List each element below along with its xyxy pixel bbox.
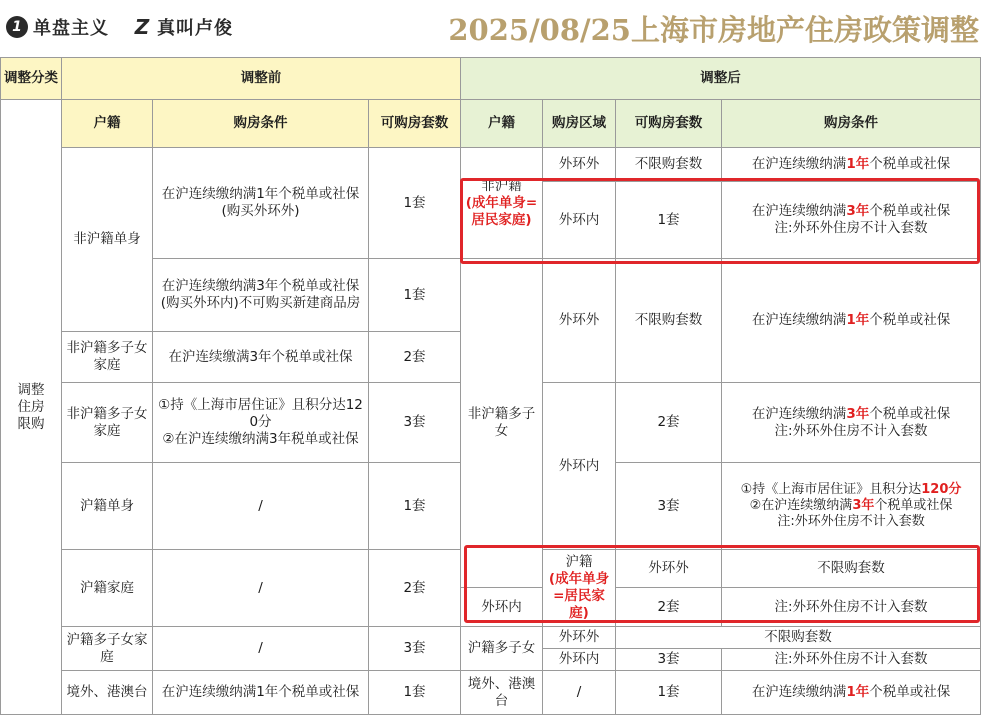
cond-text: ②在沪连续缴纳满: [749, 498, 853, 513]
brand-danpanzhuyi: [6, 12, 109, 42]
after-hukou-note: (成年单身=居民家庭): [548, 571, 610, 621]
cond-text: 个税单或社保: [869, 405, 951, 422]
brand-name: 单盘主义: [33, 18, 109, 39]
before-condition-cell: /: [153, 627, 369, 671]
before-quantity-cell: 3套: [369, 383, 461, 463]
header-category: 调整分类: [1, 58, 62, 100]
col-before-condition: 购房条件: [153, 100, 369, 148]
after-quantity-cell: 2套: [616, 588, 722, 627]
cond-highlight: 3年: [846, 405, 870, 422]
cond-highlight: 3年: [852, 498, 875, 513]
after-quantity-cell: 不限购套数: [616, 148, 722, 182]
cond-text: ①持《上海市居住证》且积分达: [740, 482, 922, 497]
before-condition-cell: 在沪连续缴纳满1年个税单或社保: [153, 671, 369, 715]
before-quantity-cell: 3套: [369, 627, 461, 671]
before-quantity-cell: 1套: [369, 148, 461, 259]
cond-text: 在沪连续缴纳满: [751, 203, 847, 219]
after-condition-cell: [722, 463, 981, 550]
brand-name-2: 真叫卢俊: [157, 18, 233, 39]
after-hukou-cell: 境外、港澳台: [461, 671, 543, 715]
cond-highlight: 1年: [846, 156, 870, 172]
cond-text: 在沪连续缴纳满: [751, 312, 847, 328]
header-before: 调整前: [62, 58, 461, 100]
after-quantity-cell: 不限购套数: [616, 259, 722, 383]
after-area-cell: 外环外: [543, 148, 616, 182]
after-quantity-condition-cell: 不限购套数: [722, 550, 981, 588]
after-hukou-text: 沪籍: [565, 554, 593, 570]
category-cell: [1, 100, 62, 715]
after-area-cell: 外环外: [543, 627, 616, 649]
after-condition-cell: [722, 383, 981, 463]
after-condition-cell: [722, 259, 981, 383]
cond-text: 在沪连续缴纳满: [751, 405, 847, 422]
before-hukou-cell: 非沪籍多子女家庭: [62, 383, 153, 463]
col-after-condition: 购房条件: [722, 100, 981, 148]
before-condition-cell: 在沪连续缴纳满1年个税单或社保(购买外环外): [153, 148, 369, 259]
after-quantity-cell: 1套: [616, 671, 722, 715]
col-before-quantity: 可购房套数: [369, 100, 461, 148]
before-hukou-cell: 境外、港澳台: [62, 671, 153, 715]
before-hukou-cell: 沪籍多子女家庭: [62, 627, 153, 671]
brand-number-icon: 1: [6, 16, 28, 38]
after-hukou-cell: [543, 550, 616, 627]
after-hukou-note: (成年单身=居民家庭): [465, 194, 538, 228]
before-quantity-cell: 2套: [369, 332, 461, 383]
after-quantity-cell: 3套: [616, 649, 722, 671]
before-condition-cell: 在沪连续缴满3年个税单或社保: [153, 332, 369, 383]
after-hukou-text: 非沪籍: [481, 177, 522, 194]
before-condition-cell: /: [153, 463, 369, 550]
cond-text: 在沪连续缴纳满: [751, 156, 847, 172]
cond-text: 在沪连续缴纳满: [751, 684, 847, 700]
page-header: [0, 0, 987, 58]
col-after-hukou: 户籍: [461, 100, 543, 148]
before-hukou-cell: 沪籍家庭: [62, 550, 153, 627]
col-before-hukou: 户籍: [62, 100, 153, 148]
cond-text: 个税单或社保: [869, 203, 951, 219]
after-quantity-cell: 2套: [616, 383, 722, 463]
before-condition-cell: /: [153, 550, 369, 627]
cond-highlight: 1年: [846, 312, 870, 328]
policy-table: [0, 57, 981, 715]
after-area-cell: 外环内: [543, 383, 616, 550]
category-label: 调整住房限购: [17, 381, 45, 432]
after-area-cell: 外环外: [543, 259, 616, 383]
brand-zhenjiaolujun: [132, 12, 233, 42]
before-quantity-cell: 1套: [369, 259, 461, 332]
page-title: 2025/08/25上海市房地产住房政策调整: [448, 13, 979, 47]
cond-text: ①持《上海市居住证》且积分达120分: [158, 397, 363, 430]
after-quantity-cell: 1套: [616, 182, 722, 259]
cond-note: 注:外环外住房不计入套数: [777, 514, 925, 529]
cond-text: 个税单或社保: [874, 498, 953, 513]
cond-text: 个税单或社保: [869, 156, 951, 172]
before-condition-cell: 在沪连续缴纳满3年个税单或社保(购买外环内)不可购买新建商品房: [153, 259, 369, 332]
after-quantity-condition-cell: 不限购套数: [616, 627, 981, 649]
after-area-cell: /: [543, 671, 616, 715]
after-area-cell: 外环内: [461, 588, 543, 627]
after-hukou-cell: 沪籍多子女: [461, 627, 543, 671]
brand-z-icon: Z: [134, 15, 150, 39]
after-hukou-cell: [461, 148, 543, 259]
before-hukou-cell: 沪籍单身: [62, 463, 153, 550]
after-condition-cell: [722, 671, 981, 715]
after-condition-cell: 注:外环外住房不计入套数: [722, 588, 981, 627]
header-after: 调整后: [461, 58, 981, 100]
col-after-area: 购房区域: [543, 100, 616, 148]
after-quantity-cell: 3套: [616, 463, 722, 550]
after-condition-cell: [722, 182, 981, 259]
before-hukou-cell: 非沪籍单身: [62, 148, 153, 332]
cond-highlight: 120分: [921, 482, 962, 497]
cond-text: 个税单或社保: [869, 312, 951, 328]
before-quantity-cell: 2套: [369, 550, 461, 627]
after-area-cell: 外环内: [543, 182, 616, 259]
cond-text: ②在沪连续缴纳满3年税单或社保: [162, 431, 359, 447]
cond-highlight: 3年: [846, 203, 870, 219]
after-condition-cell: [722, 148, 981, 182]
cond-highlight: 1年: [846, 684, 870, 700]
after-area-cell: 外环内: [543, 649, 616, 671]
after-hukou-cell: 非沪籍多子女: [461, 259, 543, 588]
before-quantity-cell: 1套: [369, 671, 461, 715]
cond-note: 注:外环外住房不计入套数: [774, 422, 928, 439]
cond-text: 个税单或社保: [869, 684, 951, 700]
after-area-cell: 外环外: [616, 550, 722, 588]
before-condition-cell: [153, 383, 369, 463]
after-condition-cell: 注:外环外住房不计入套数: [722, 649, 981, 671]
before-hukou-cell: 非沪籍多子女家庭: [62, 332, 153, 383]
col-after-quantity: 可购房套数: [616, 100, 722, 148]
cond-note: 注:外环外住房不计入套数: [774, 220, 928, 236]
before-quantity-cell: 1套: [369, 463, 461, 550]
